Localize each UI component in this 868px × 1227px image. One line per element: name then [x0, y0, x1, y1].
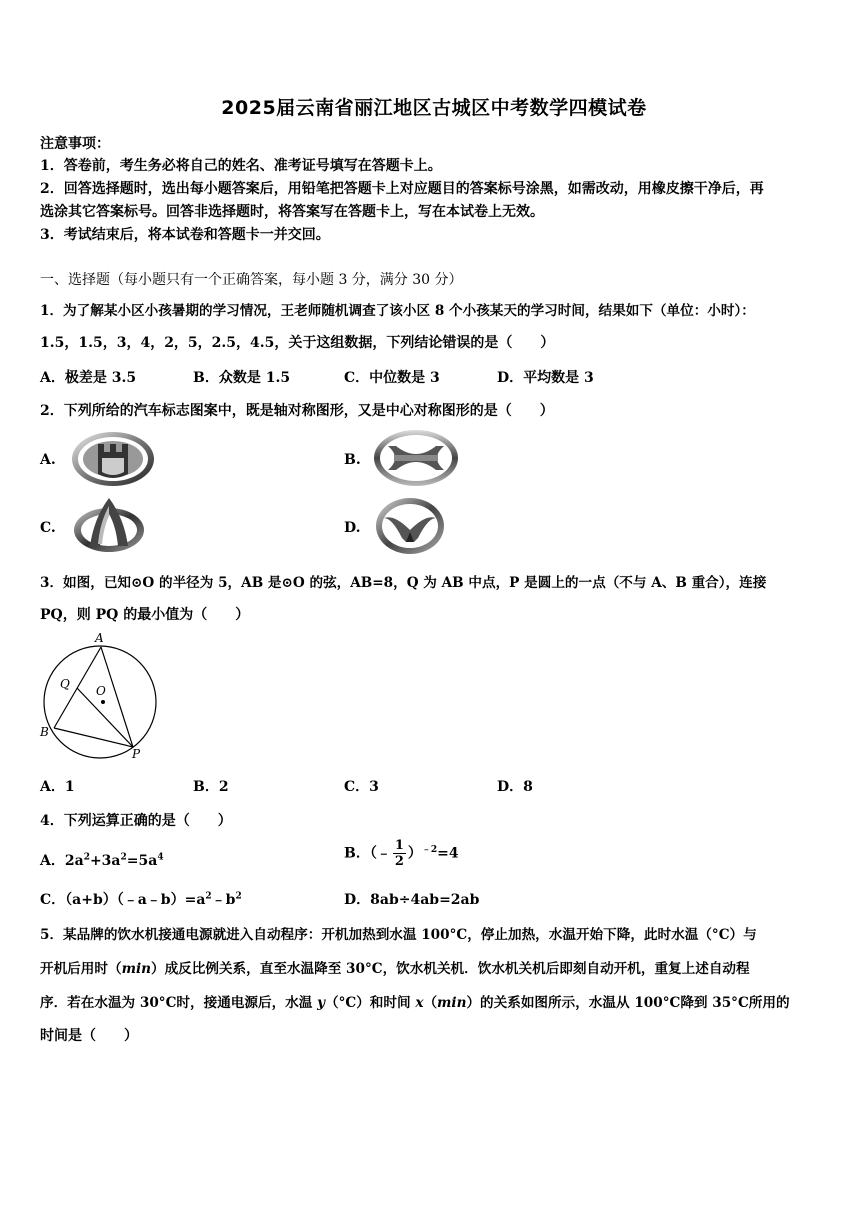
q2-stem: 2．下列所给的汽车标志图案中，既是轴对称图形，又是中心对称图形的是（ ）: [40, 403, 554, 419]
q5-l3d: x: [415, 995, 424, 1011]
q1-option-d: D．平均数是 3: [497, 370, 594, 386]
q1-option-a: A．极差是 3.5: [40, 370, 137, 386]
q5-stem-line3: [40, 991, 790, 1011]
q3-option-a: A．1: [40, 779, 75, 795]
notice-item-2-cont: 选涂其它答案标号。回答非选择题时，将答案写在答题卡上，写在本试卷上无效。: [40, 204, 544, 220]
q4-a-t2: +3a: [89, 853, 121, 869]
figure-label-b: B: [40, 725, 49, 739]
notice-item-1: 1．答卷前，考生务必将自己的姓名、准考证号填写在答题卡上。: [40, 158, 442, 174]
q4-a-t3: =5a: [126, 853, 158, 869]
q5-l3b: y: [317, 995, 325, 1011]
q4-option-a: [40, 850, 164, 870]
q4-b-close: ）: [407, 845, 422, 862]
figure-label-o: O: [96, 684, 106, 698]
q3-circle-figure: [38, 630, 162, 760]
q1-option-c: C．中位数是 3: [344, 370, 440, 386]
q4-c-e2: 2: [235, 891, 242, 902]
q5-l3g: ）的关系如图所示，水温从 100°C降到 35°C所用的: [466, 995, 790, 1011]
q5-stem-line4: 时间是（ ）: [40, 1028, 138, 1044]
q4-b-den: 2: [394, 854, 404, 869]
q4-a-e2: 2: [120, 852, 127, 863]
notice-item-2: 2．回答选择题时，选出每小题答案后，用铅笔把答题卡上对应题目的答案标号涂黑，如需改动，用橡皮擦干净后，再: [40, 181, 764, 197]
q5-l2c: ）成反比例关系，直至水温降至 30°C，饮水机关机．饮水机关机后即刻自动开机，重复上述自动程: [151, 961, 750, 977]
q5-l2b: min: [121, 961, 151, 977]
q2-label-d: D.: [344, 520, 361, 536]
q3-stem: 3．如图，已知⊙O 的半径为 5，AB 是⊙O 的弦，AB=8，Q 为 AB 中点，P 是圆上的一点（不与 A、B 重合），连接: [40, 575, 767, 591]
q5-stem-line1: 5．某品牌的饮水机接通电源就进入自动程序：开机加热到水温 100°C，停止加热，水温开始下降，此时水温（°C）与: [40, 927, 757, 943]
q4-option-c: [40, 889, 242, 909]
q2-label-b: B.: [344, 452, 361, 468]
figure-label-p: P: [132, 747, 141, 760]
car-logo-b: [372, 428, 460, 488]
q4-a-label: A．: [40, 853, 65, 869]
q4-stem: 4．下列运算正确的是（ ）: [40, 813, 232, 829]
q3-option-d: D．8: [497, 779, 533, 795]
q4-c-e1: 2: [205, 891, 212, 902]
q4-option-d: D．8ab÷4ab=2ab: [344, 892, 480, 908]
q2-label-c: C.: [40, 520, 56, 536]
q1-option-b: B．众数是 1.5: [193, 370, 291, 386]
section-heading: 一、选择题（每小题只有一个正确答案，每小题 3 分，满分 30 分）: [40, 272, 463, 288]
q4-b-label: B．（﹣: [344, 845, 391, 862]
car-logo-d: [374, 496, 446, 556]
q4-a-t1: 2a: [64, 853, 84, 869]
q3-option-b: B．2: [193, 779, 229, 795]
q5-stem-line2: [40, 957, 750, 977]
q1-data: 1.5，1.5，3，4，2，5，2.5，4.5，关于这组数据，下列结论错误的是（ ）: [40, 335, 555, 351]
q5-l3f: min: [437, 995, 467, 1011]
q3-option-c: C．3: [344, 779, 379, 795]
q4-b-fraction: [393, 838, 406, 869]
q4-b-num: 1: [394, 838, 404, 853]
q4-c-mid: ﹣b: [211, 892, 236, 908]
q5-l3c: （°C）和时间: [325, 995, 416, 1011]
q5-l3a: 序．若在水温为 30°C时，接通电源后，水温: [40, 995, 318, 1011]
page-title: 2025届云南省丽江地区古城区中考数学四模试卷: [221, 97, 647, 119]
q4-c-label: C．（a+b）（﹣a﹣b）=a: [40, 892, 206, 908]
q5-l3e: （: [423, 995, 438, 1011]
car-logo-a: [70, 430, 156, 488]
car-logo-c: [72, 496, 146, 556]
figure-label-q: Q: [60, 677, 70, 691]
notice-heading: 注意事项：: [40, 136, 110, 152]
figure-label-a: A: [95, 631, 104, 645]
notice-item-3: 3．考试结束后，将本试卷和答题卡一并交回。: [40, 227, 330, 243]
q1-stem: 1．为了解某小区小孩暑期的学习情况，王老师随机调查了该小区 8 个小孩某天的学习时间，结果如下（单位：小时）：: [40, 303, 755, 319]
q3-stem-cont: PQ，则 PQ 的最小值为（ ）: [40, 607, 250, 623]
q2-label-a: A.: [40, 452, 56, 468]
q4-b-exp: ﹣2: [421, 844, 438, 855]
q4-option-b: [344, 838, 459, 869]
q4-a-e3: 4: [157, 852, 164, 863]
q5-l2a: 开机后用时（: [40, 961, 122, 977]
q4-b-rest: =4: [437, 845, 459, 862]
q4-a-e1: 2: [83, 852, 90, 863]
